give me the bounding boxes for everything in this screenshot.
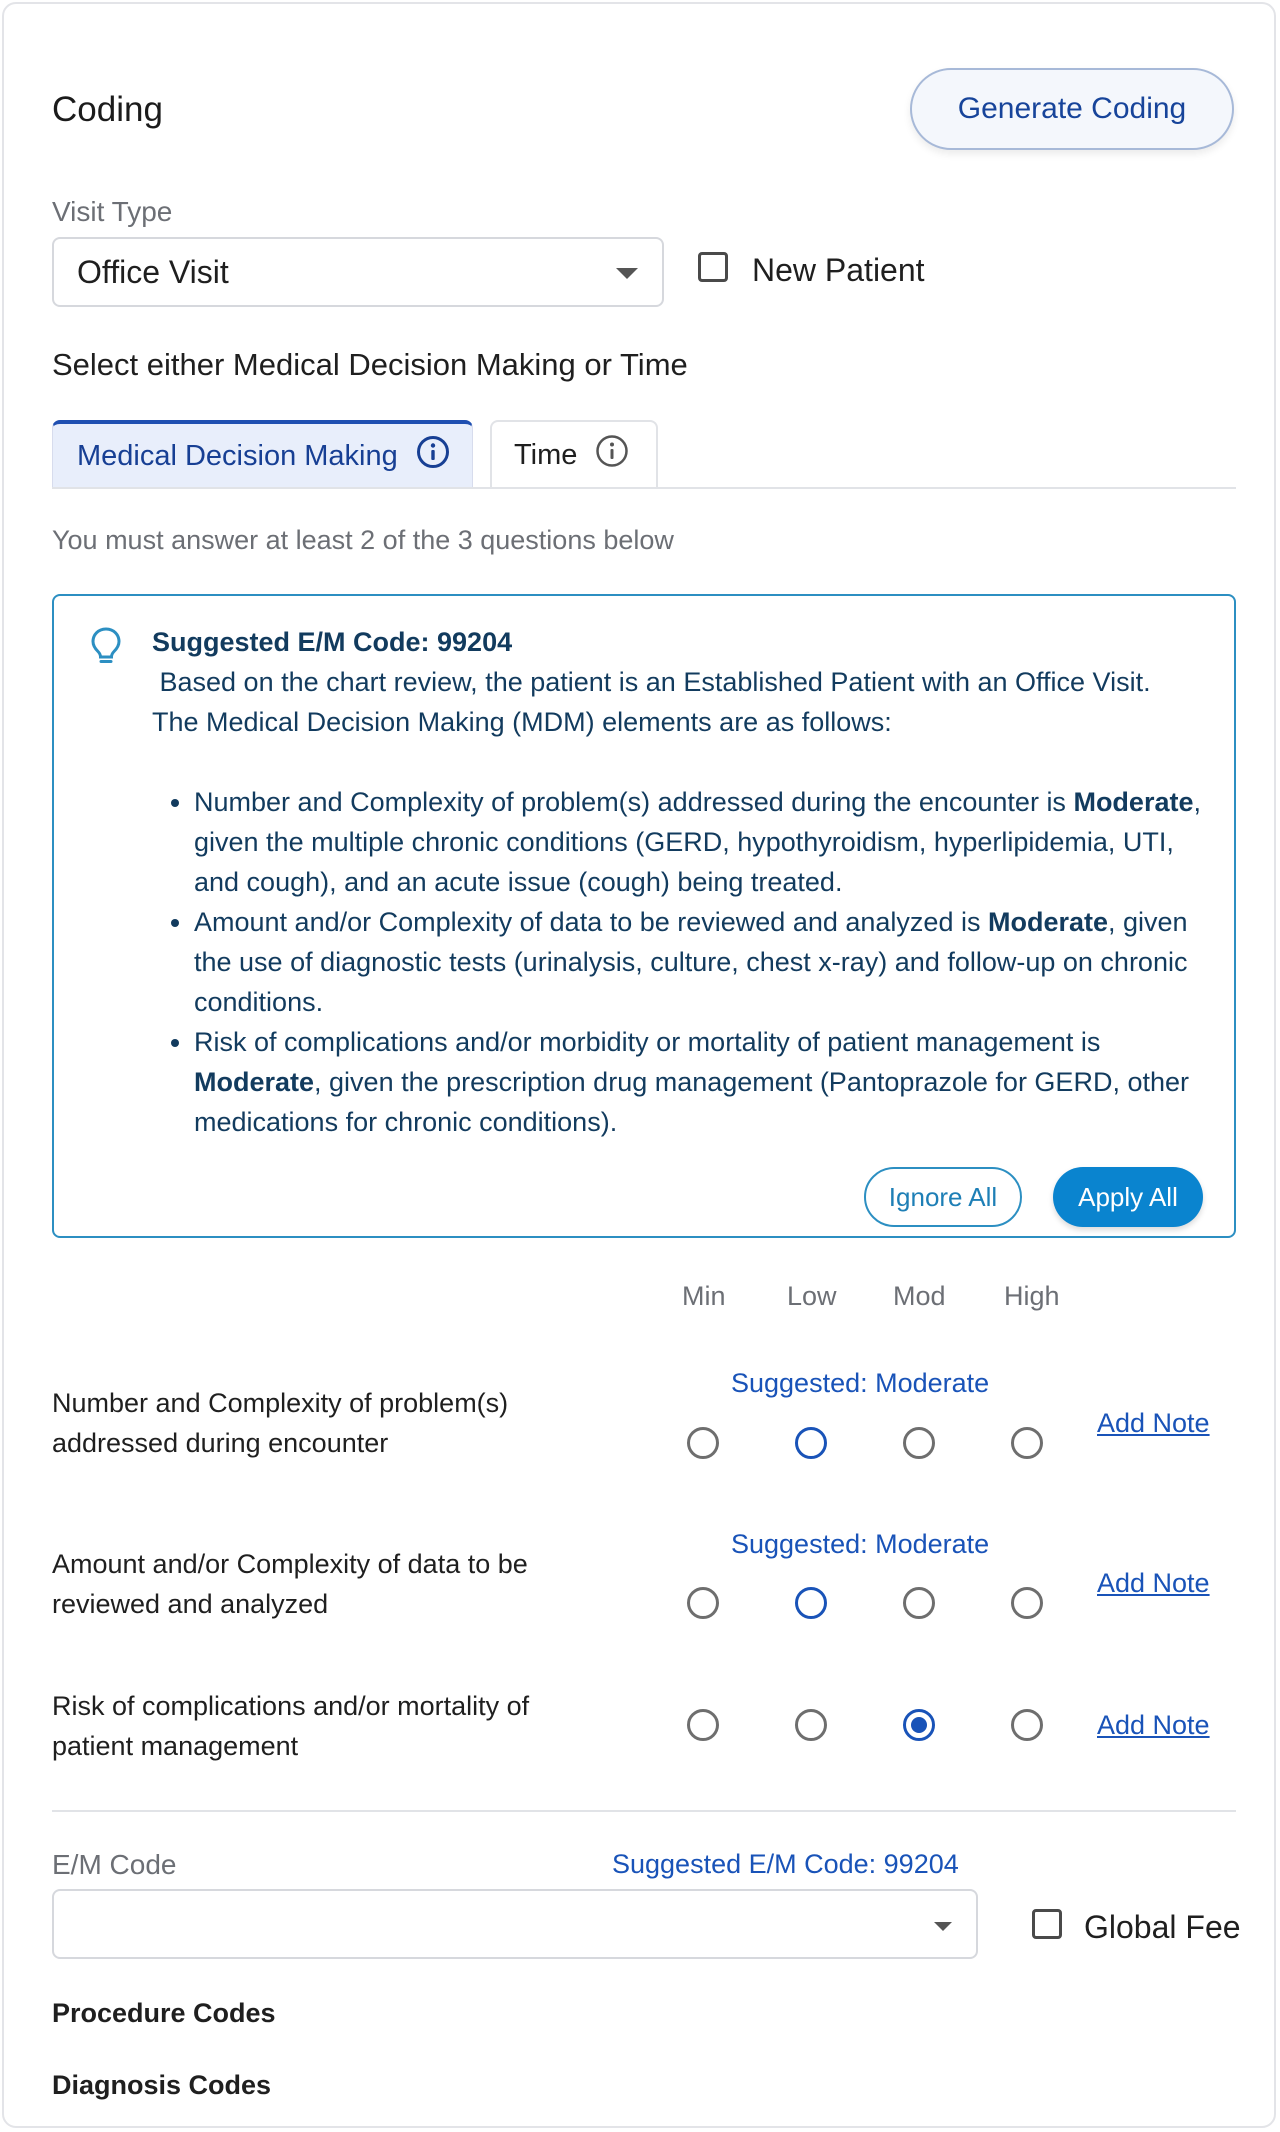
tab-label: Time — [514, 438, 578, 471]
suggested-level: Suggested: Moderate — [731, 1368, 990, 1398]
suggestion-intro: Based on the chart review, the patient is an Established Patient with an Office Visit. — [152, 667, 1151, 697]
radio-data-high[interactable] — [1011, 1587, 1043, 1619]
suggestion-intro: The Medical Decision Making (MDM) elements are as follows: — [152, 707, 892, 737]
radio-risk-low[interactable] — [795, 1709, 827, 1741]
method-heading: Select either Medical Decision Making or Time — [52, 347, 688, 382]
lightbulb-icon — [90, 626, 122, 671]
tab-time[interactable] — [490, 420, 658, 488]
question-risk-label: Risk of complications and/or mortality of patient management — [52, 1691, 530, 1761]
suggested-em-code: Suggested E/M Code: 99204 — [612, 1849, 959, 1879]
radio-problems-mod[interactable] — [903, 1427, 935, 1459]
ignore-all-button[interactable]: Ignore All — [864, 1167, 1022, 1227]
radio-risk-mod[interactable] — [903, 1709, 935, 1741]
column-min: Min — [682, 1281, 726, 1311]
new-patient-label: New Patient — [752, 252, 925, 288]
coding-panel — [2, 2, 1276, 2128]
apply-all-button[interactable]: Apply All — [1053, 1167, 1203, 1227]
section-divider — [52, 1810, 1236, 1812]
list-item: • Number and Complexity of problem(s) addressed during the encounter is Moderate, given the multiple chronic conditions (GERD, hypothyroidism, hyperlipidemia, UTI, and cough), and an acute issue (cough) being treated. — [194, 782, 1212, 902]
global-fee-checkbox[interactable] — [1032, 1909, 1062, 1939]
panel-title: Coding — [52, 90, 163, 129]
radio-problems-low[interactable] — [795, 1427, 827, 1459]
question-problems-label: Number and Complexity of problem(s) addressed during encounter — [52, 1388, 509, 1458]
new-patient-checkbox[interactable] — [698, 252, 728, 282]
requirement-hint: You must answer at least 2 of the 3 questions below — [52, 525, 674, 555]
radio-problems-min[interactable] — [687, 1427, 719, 1459]
chevron-down-icon — [934, 1922, 952, 1931]
question-data-label: Amount and/or Complexity of data to be reviewed and analyzed — [52, 1549, 528, 1619]
procedure-codes-heading[interactable]: Procedure Codes — [52, 1998, 276, 2028]
column-high: High — [1004, 1281, 1060, 1311]
add-note-link[interactable]: Add Note — [1097, 1568, 1210, 1598]
radio-data-low[interactable] — [795, 1587, 827, 1619]
suggestion-bullets — [152, 782, 1212, 1142]
suggestion-text — [152, 622, 1212, 1142]
chevron-down-icon — [616, 268, 638, 279]
suggested-level: Suggested: Moderate — [731, 1529, 990, 1559]
info-icon[interactable] — [595, 434, 629, 476]
list-item: • Amount and/or Complexity of data to be reviewed and analyzed is Moderate, given the use of diagnostic tests (urinalysis, culture, chest x-ray) and follow-up on chronic conditions. — [194, 902, 1212, 1022]
visit-type-select[interactable] — [52, 237, 664, 307]
suggestion-box — [52, 594, 1236, 1238]
add-note-link[interactable]: Add Note — [1097, 1408, 1210, 1438]
radio-problems-high[interactable] — [1011, 1427, 1043, 1459]
radio-data-mod[interactable] — [903, 1587, 935, 1619]
visit-type-value: Office Visit — [77, 253, 229, 290]
radio-data-min[interactable] — [687, 1587, 719, 1619]
radio-risk-high[interactable] — [1011, 1709, 1043, 1741]
diagnosis-codes-heading[interactable]: Diagnosis Codes — [52, 2070, 272, 2100]
add-note-link[interactable]: Add Note — [1097, 1710, 1210, 1740]
info-icon[interactable] — [416, 435, 450, 477]
radio-risk-min[interactable] — [687, 1709, 719, 1741]
column-mod: Mod — [893, 1281, 946, 1311]
tab-medical-decision-making[interactable] — [52, 420, 473, 488]
visit-type-label: Visit Type — [52, 196, 173, 227]
generate-coding-button[interactable]: Generate Coding — [910, 68, 1234, 150]
list-item: • Risk of complications and/or morbidity or mortality of patient management is Moderate, given the prescription drug management (Pantoprazole for GERD, other medications for chronic conditions). — [194, 1022, 1212, 1142]
column-low: Low — [787, 1281, 837, 1311]
em-code-label: E/M Code — [52, 1849, 177, 1880]
suggestion-title: Suggested E/M Code: 99204 — [152, 627, 513, 657]
global-fee-label: Global Fee — [1084, 1909, 1241, 1945]
tab-divider — [52, 487, 1236, 489]
tab-label: Medical Decision Making — [77, 439, 398, 472]
em-code-select[interactable] — [52, 1889, 978, 1959]
